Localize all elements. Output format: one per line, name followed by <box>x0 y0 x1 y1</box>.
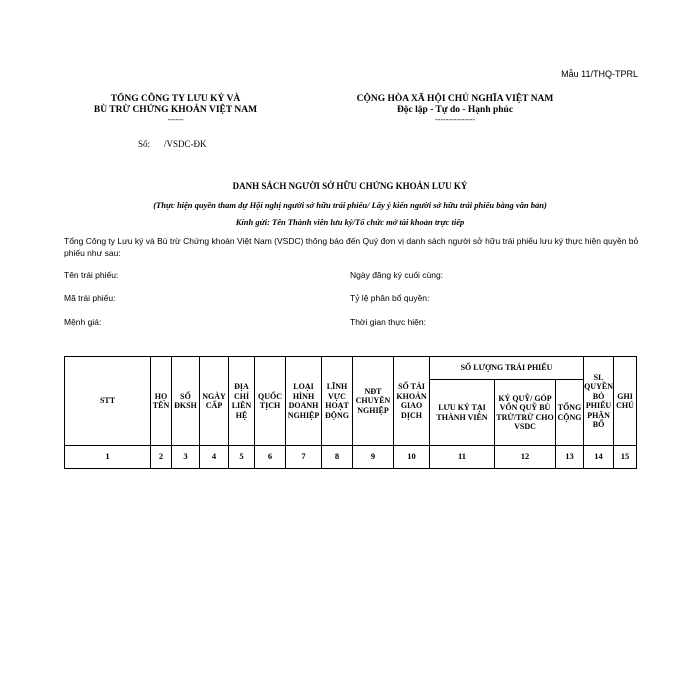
document-subtitle: (Thực hiện quyền tham dự Hội nghị người sở hữu trái phiếu/ Lấy ý kiến người sở hữu trái phiếu bằng văn bản) <box>153 200 547 210</box>
column-number: 4 <box>200 446 229 469</box>
header-custody-at-member: LƯU KÝ TẠI THÀNH VIÊN <box>430 380 495 446</box>
header-name: HỌ TÊN <box>151 357 172 446</box>
column-number: 5 <box>229 446 255 469</box>
issuer-name-line1: TỔNG CÔNG TY LƯU KÝ VÀ <box>110 94 241 104</box>
national-rule: --------------- <box>435 115 475 124</box>
column-number-row <box>65 446 637 469</box>
column-number: 2 <box>151 446 172 469</box>
header-issue-date: NGÀY CẤP <box>200 357 229 446</box>
header-total: TỔNG CỘNG <box>556 380 584 446</box>
header-votes-allocated: SL QUYỀN BỎ PHIẾU PHÂN BỔ <box>584 357 614 446</box>
header-business-field: LĨNH VỰC HOẠT ĐỘNG <box>322 357 353 446</box>
field-bond-name: Tên trái phiếu: <box>64 270 119 280</box>
document-number-value: /VSDC-ĐK <box>164 139 207 149</box>
column-number: 7 <box>286 446 322 469</box>
issuer-name-line2: BÙ TRỪ CHỨNG KHOÁN VIỆT NAM <box>93 105 258 115</box>
column-number: 1 <box>65 446 151 469</box>
form-code: Mẫu 11/THQ-TPRL <box>561 69 638 79</box>
document-title: DANH SÁCH NGƯỜI SỞ HỮU CHỨNG KHOÁN LƯU KÝ <box>232 181 468 191</box>
intro-paragraph: Tổng Công ty Lưu ký và Bù trừ Chứng khoán Việt Nam (VSDC) thông báo đến Quý đơn vị danh sách người sở hữu trái phiếu lưu ký thực hiện quyền bỏ phiếu như sau: <box>64 236 639 258</box>
header-business-type: LOẠI HÌNH DOANH NGHIỆP <box>286 357 322 446</box>
column-number: 6 <box>255 446 286 469</box>
column-number: 13 <box>556 446 584 469</box>
holder-list-table <box>64 356 637 469</box>
document-number <box>138 139 207 149</box>
issuer-rule: ------ <box>167 115 184 124</box>
column-number: 9 <box>353 446 394 469</box>
header-account-no: SỐ TÀI KHOẢN GIAO DỊCH <box>394 357 430 446</box>
column-number: 14 <box>584 446 614 469</box>
column-number: 8 <box>322 446 353 469</box>
header-address: ĐỊA CHỈ LIÊN HỆ <box>229 357 255 446</box>
field-allocation-ratio: Tỷ lệ phân bổ quyền: <box>350 293 430 303</box>
national-header <box>340 94 570 124</box>
header-id-no: SỐ ĐKSH <box>172 357 200 446</box>
header-stt: STT <box>65 357 151 446</box>
header-bond-quantity-group: SỐ LƯỢNG TRÁI PHIẾU <box>430 357 584 380</box>
document-number-label: Số: <box>138 139 151 149</box>
header-nationality: QUỐC TỊCH <box>255 357 286 446</box>
header-professional-investor: NĐT CHUYÊN NGHIỆP <box>353 357 394 446</box>
issuer-header <box>88 94 263 124</box>
header-note: GHI CHÚ <box>614 357 637 446</box>
field-exec-time: Thời gian thực hiện: <box>350 317 426 327</box>
document-recipient: Kính gửi: Tên Thành viên lưu ký/Tổ chức mở tài khoản trực tiếp <box>235 217 465 227</box>
national-title: CỘNG HÒA XÃ HỘI CHỦ NGHĨA VIỆT NAM <box>356 94 554 104</box>
field-bond-code: Mã trái phiếu: <box>64 293 116 303</box>
column-number: 11 <box>430 446 495 469</box>
column-number: 10 <box>394 446 430 469</box>
field-par-value: Mệnh giá: <box>64 317 102 327</box>
column-number: 3 <box>172 446 200 469</box>
field-record-date: Ngày đăng ký cuối cùng: <box>350 270 444 280</box>
column-number: 15 <box>614 446 637 469</box>
header-deposit-vsdc: KÝ QUỸ/ GÓP VỐN QUỸ BÙ TRỪ/TRỪ CHO VSDC <box>495 380 556 446</box>
national-motto: Độc lập - Tự do - Hạnh phúc <box>396 105 514 115</box>
column-number: 12 <box>495 446 556 469</box>
